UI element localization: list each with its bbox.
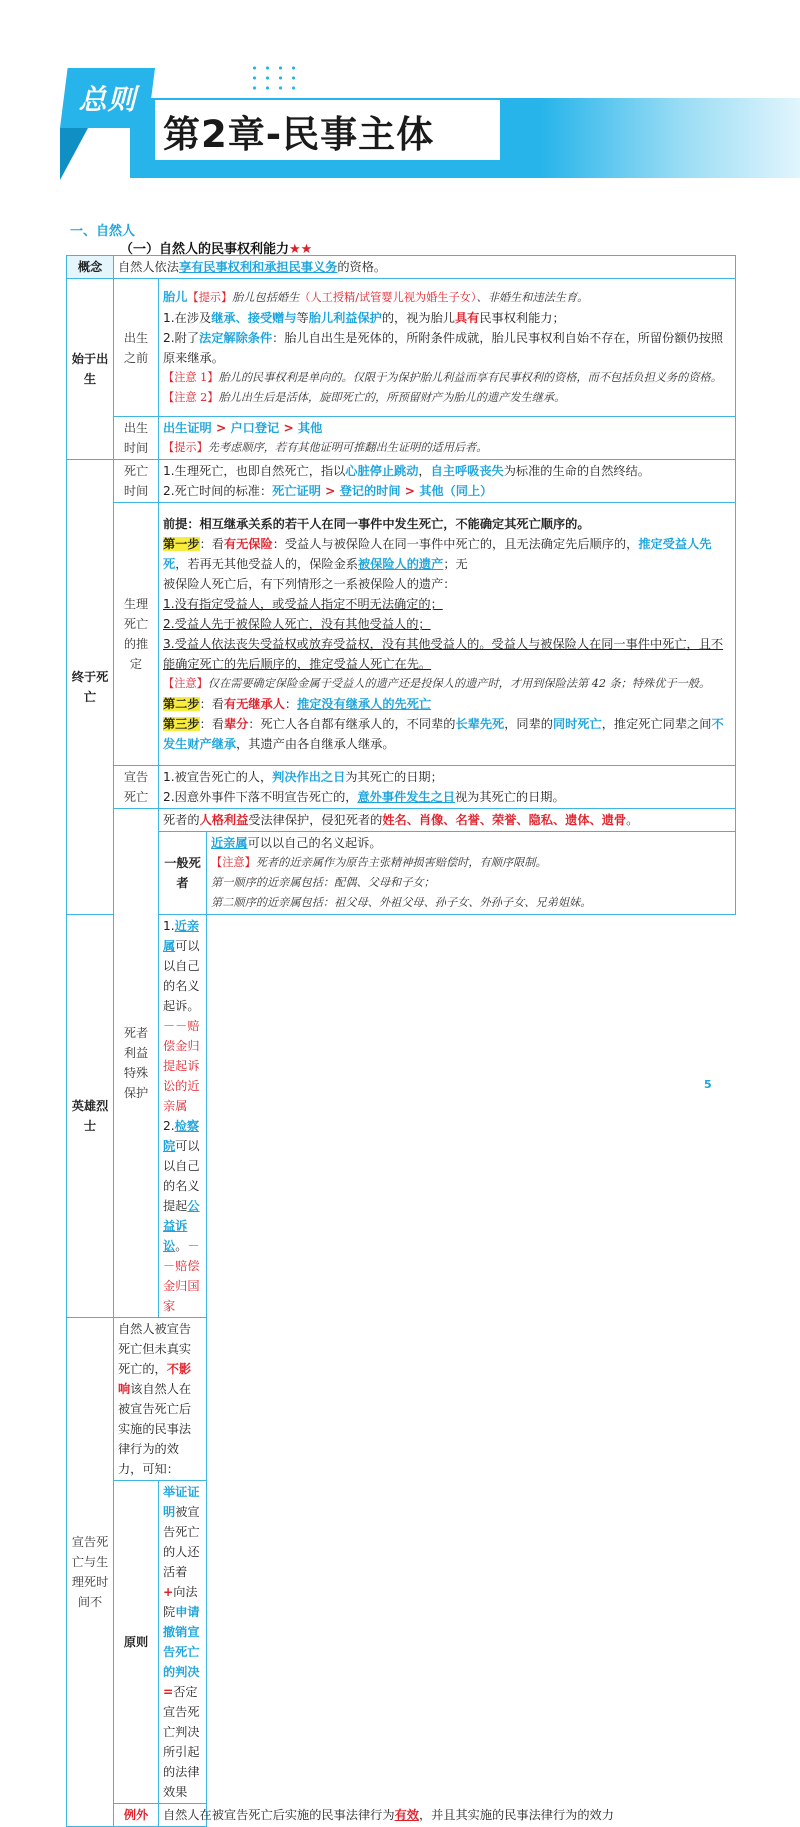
birth-time-order: 出生证明 > 户口登记 > 其他 xyxy=(163,421,323,435)
presumption-cell xyxy=(159,503,736,766)
row-label-birth-time: 出生时间 xyxy=(114,417,159,460)
general-order-2: 第二顺序的近亲属包括：祖父母、外祖父母、孙子女、外孙子女、兄弟姐妹。 xyxy=(211,896,592,909)
row-label-presumption: 生理死亡的推定 xyxy=(114,503,159,766)
header-tab-label: 总则 xyxy=(78,83,137,116)
death-time-rule-2: 2.死亡时间的标准：死亡证明 > 登记的时间 > 其他（同上） xyxy=(163,484,493,498)
section-heading: 一、自然人 xyxy=(70,224,136,239)
fetus-rule-2: 2.附了法定解除条件：胎儿自出生是死体的，所附条件成就，胎儿民事权利自始不存在，所留份额仍按照原来继承。 xyxy=(163,331,724,365)
general-note: 【注意】死者的近亲属作为原告主张精神损害赔偿时，有顺序限制。 xyxy=(211,856,547,869)
declared-rule-1: 1.被宣告死亡的人，判决作出之日为其死亡的日期； xyxy=(163,770,443,784)
death-time-cell xyxy=(159,460,736,503)
general-deceased-cell xyxy=(207,832,736,915)
before-birth-cell xyxy=(159,279,736,417)
header-dot-pattern xyxy=(248,63,300,95)
subsection-title: （一）自然人的民事权利能力 xyxy=(120,242,290,257)
presumption-step-1: 第一步：看有无保险：受益人与被保险人在同一事件中死亡的，且无法确定先后顺序的，推定受益人先死，若再无其他受益人的，保险金系被保险人的遗产；无 xyxy=(163,537,712,571)
revocation-intro: 自然人被宣告死亡但未真实死亡的，不影响该自然人在被宣告死亡后实施的民事法律行为的效力，可知： xyxy=(114,1318,207,1481)
concept-cell: 自然人依法享有民事权利和承担民事义务的资格。 xyxy=(114,256,736,279)
fetus-tip: 胎儿【提示】胎儿包括婚生（人工授精/试管婴儿视为婚生子女）、非婚生和违法生育。 xyxy=(163,290,589,304)
declared-rule-2: 2.因意外事件下落不明宣告死亡的，意外事件发生之日视为其死亡的日期。 xyxy=(163,790,565,804)
chapter-title: 第2章-民事主体 xyxy=(163,113,435,156)
content-table xyxy=(66,255,736,1827)
table-row xyxy=(67,1804,736,1827)
insurance-case-2: 2.受益人先于被保险人死亡，没有其他受益人的； xyxy=(163,617,431,631)
table-row xyxy=(67,832,736,915)
heroes-rule-2: 2.检察院可以以自己的名义提起公益诉讼。－－赔偿金归国家 xyxy=(163,1119,200,1313)
declared-death-cell xyxy=(159,766,736,809)
special-protection-intro: 死者的人格利益受法律保护，侵犯死者的姓名、肖像、名誉、荣誉、隐私、遗体、遗骨。 xyxy=(159,809,736,832)
table-row xyxy=(67,279,736,417)
table-row xyxy=(67,915,736,1318)
header-banner-fade xyxy=(540,98,800,178)
insurance-case-1: 1.没有指定受益人，或受益人指定不明无法确定的； xyxy=(163,597,443,611)
row-label-exception: 例外 xyxy=(114,1804,159,1827)
importance-stars: ★★ xyxy=(289,242,313,257)
presumption-step-2: 第二步：看有无继承人：推定没有继承人的先死亡 xyxy=(163,697,432,711)
table-row xyxy=(67,417,736,460)
table-row xyxy=(67,503,736,766)
row-label-revocation: 宣告死亡与生理死时间不 xyxy=(67,1318,114,1827)
row-label-heroes: 英雄烈士 xyxy=(67,915,114,1318)
heroes-cell xyxy=(159,915,207,1318)
general-rule: 近亲属可以以自己的名义起诉。 xyxy=(211,836,382,850)
fetus-note-1: 【注意 1】胎儿的民事权利是单向的。仅限于为保护胎儿利益而享有民事权利的资格，而不包括负担义务的资格。 xyxy=(163,371,722,384)
row-label-death-time: 死亡时间 xyxy=(114,460,159,503)
concept-emphasis: 享有民事权利和承担民事义务 xyxy=(178,260,338,274)
table-row xyxy=(67,1318,736,1481)
row-label-general-deceased: 一般死者 xyxy=(159,832,207,915)
row-label-principle: 原则 xyxy=(114,1481,159,1804)
row-label-before-birth: 出生之前 xyxy=(114,279,159,417)
row-label-start: 始于出生 xyxy=(67,279,114,460)
insurance-case-3: 3.受益人依法丧失受益权或放弃受益权，没有其他受益人的。受益人与被保险人在同一事件中死亡，且不能确定死亡的先后顺序的，推定受益人死亡在先。 xyxy=(163,637,724,671)
birth-time-tip: 【提示】先考虑顺序，若有其他证明可推翻出生证明的适用后者。 xyxy=(163,441,488,454)
table-row xyxy=(67,1481,736,1804)
presumption-premise: 前提：相互继承关系的若干人在同一事件中发生死亡，不能确定其死亡顺序的。 xyxy=(163,517,590,531)
row-label-declared-death: 宣告死亡 xyxy=(114,766,159,809)
table-row xyxy=(67,809,736,832)
heroes-rule-1: 1.近亲属可以以自己的名义起诉。－－赔偿金归提起诉讼的近亲属 xyxy=(163,919,200,1113)
table-row xyxy=(67,766,736,809)
table-row xyxy=(67,460,736,503)
birth-time-cell xyxy=(159,417,736,460)
presumption-step-3: 第三步：看辈分：死亡人各自都有继承人的，不同辈的长辈先死，同辈的同时死亡，推定死亡同辈之间不发生财产继承，其遗产由各自继承人继承。 xyxy=(163,717,724,751)
insurance-intro: 被保险人死亡后，有下列情形之一系被保险人的遗产： xyxy=(163,577,456,591)
death-time-rule-1: 1.生理死亡，也即自然死亡，指以心脏停止跳动，自主呼吸丧失为标准的生命的自然终结。 xyxy=(163,464,650,478)
insurance-note: 【注意】仅在需要确定保险金属于受益人的遗产还是投保人的遗产时，才用到保险法第 42 条；特殊优于一般。 xyxy=(163,677,711,690)
fetus-note-2: 【注意 2】胎儿出生后是活体，旋即死亡的，所预留财产为胎儿的遗产发生继承。 xyxy=(163,391,566,404)
row-label-special-protection: 死者利益特殊保护 xyxy=(114,809,159,1318)
exception-cell: 自然人在被宣告死亡后实施的民事法律行为有效，并且其实施的民事法律行为的效力 xyxy=(159,1804,207,1827)
general-order-1: 第一顺序的近亲属包括：配偶、父母和子女； xyxy=(211,876,435,889)
principle-cell: 举证证明被宣告死亡的人还活着+向法院申请撤销宣告死亡的判决=否定宣告死亡判决所引起的法律效果 xyxy=(159,1481,207,1804)
header-tab-fold xyxy=(60,128,88,180)
page-number: 5 xyxy=(704,1078,712,1091)
table-row xyxy=(67,256,736,279)
fetus-rule-1: 1.在涉及继承、接受赠与等胎儿利益保护的，视为胎儿具有民事权利能力； xyxy=(163,311,565,325)
row-label-end: 终于死亡 xyxy=(67,460,114,915)
row-label-concept: 概念 xyxy=(67,256,114,279)
